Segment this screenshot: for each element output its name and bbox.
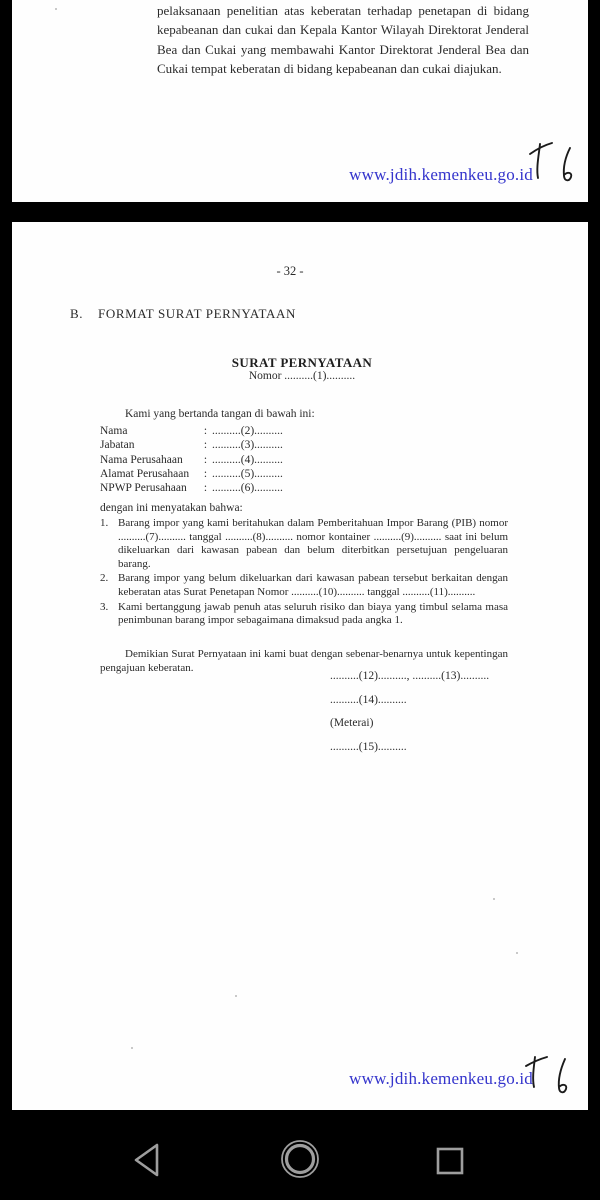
signature-position: ..........(15).......... <box>330 740 407 753</box>
field-value: ..........(4).......... <box>212 453 283 466</box>
handwritten-initials-icon <box>507 1047 579 1114</box>
signature-place-date: ..........(12).........., ..........(13).......... <box>330 670 490 682</box>
field-colon: : <box>203 482 208 495</box>
list-item-number: 1. <box>100 517 109 529</box>
page-number: - 32 - <box>276 264 304 278</box>
list-item-text: Kami bertanggung jawab penuh atas seluruh risiko dan biaya yang timbul selama masa penimbunan barang impor sebagaimana dimaksud pada angka 1. <box>118 600 508 627</box>
field-colon: : <box>203 453 208 466</box>
list-item-text: Barang impor yang kami beritahukan dalam Pemberitahuan Impor Barang (PIB) nomor ..........(7).......... tanggal ..........(8).......... nomor kontainer ..........(9).......... saat ini belum dikeluarkan dari kawasan pabean dan belum diterbitkan persetujuan pengeluaran barang. <box>118 517 508 570</box>
scan-speck <box>55 8 57 10</box>
body-paragraph: pelaksanaan penelitian atas keberatan terhadap penetapan di bidang kepabeanan dan cukai dan Kepala Kantor Wilayah Direktorat Jenderal Bea dan Cukai yang membawahi Kantor Direktorat Jenderal Bea dan Cukai tempat keberatan di bidang kepabeanan dan cukai diajukan. <box>157 3 529 76</box>
field-value: ..........(2).......... <box>212 425 283 437</box>
jdih-footer-link[interactable]: www.jdih.kemenkeu.go.id <box>349 1069 533 1088</box>
field-label: NPWP Perusahaan <box>100 482 187 495</box>
back-icon[interactable] <box>132 1142 168 1183</box>
form-row-alamat-perusahaan <box>100 467 283 481</box>
scan-speck <box>131 1047 133 1049</box>
document-number: Nomor ..........(1).......... <box>248 370 356 382</box>
form-row-nama <box>100 424 283 438</box>
field-value: ..........(3).......... <box>212 439 283 452</box>
scan-speck <box>493 898 495 900</box>
list-item <box>100 572 508 599</box>
field-label: Alamat Perusahaan <box>100 467 190 480</box>
list-item-text: Barang impor yang belum dikeluarkan dari kawasan pabean tersebut berkaitan dengan keberatan atas Surat Penetapan Nomor ..........(10).......... tanggal ..........(11).......... <box>118 572 508 598</box>
field-value: ..........(5).......... <box>212 467 283 480</box>
list-item-number: 3. <box>100 600 109 613</box>
identity-form <box>100 424 283 495</box>
home-icon[interactable] <box>279 1138 321 1185</box>
field-label: Nama Perusahaan <box>100 453 183 466</box>
section-title: FORMAT SURAT PERNYATAAN <box>98 306 296 321</box>
pdf-page-previous <box>12 0 588 202</box>
section-heading <box>70 306 296 322</box>
signature-meterai: (Meterai) <box>330 717 374 729</box>
form-row-npwp-perusahaan <box>100 481 283 495</box>
field-colon: : <box>203 425 208 437</box>
list-item <box>100 601 508 628</box>
declaration-intro: dengan ini menyatakan bahwa: <box>100 502 243 514</box>
statement-list <box>100 517 508 629</box>
field-label: Nama <box>100 425 128 437</box>
jdih-footer-link[interactable]: www.jdih.kemenkeu.go.id <box>349 165 533 184</box>
section-label: B. <box>70 306 84 321</box>
opening-line: Kami yang bertanda tangan di bawah ini: <box>125 408 315 420</box>
list-item <box>100 517 508 571</box>
recents-icon[interactable] <box>435 1146 465 1181</box>
form-row-jabatan <box>100 438 283 452</box>
field-value: ..........(6).......... <box>212 482 283 495</box>
scan-speck <box>235 995 237 997</box>
signature-block <box>330 670 489 764</box>
list-item-number: 2. <box>100 572 109 585</box>
pdf-page-current <box>12 222 588 1110</box>
handwritten-initials-icon <box>510 130 582 197</box>
field-label: Jabatan <box>100 439 135 452</box>
document-title: SURAT PERNYATAAN <box>231 355 373 370</box>
android-navbar <box>0 1110 600 1200</box>
scan-speck <box>516 952 518 954</box>
closing-paragraph: Demikian Surat Pernyataan ini kami buat dengan sebenar-benarnya untuk kepentingan pengajuan keberatan. <box>100 648 508 674</box>
field-colon: : <box>203 439 208 452</box>
form-row-nama-perusahaan <box>100 453 283 467</box>
signature-name: ..........(14).......... <box>330 693 407 706</box>
field-colon: : <box>203 467 208 480</box>
